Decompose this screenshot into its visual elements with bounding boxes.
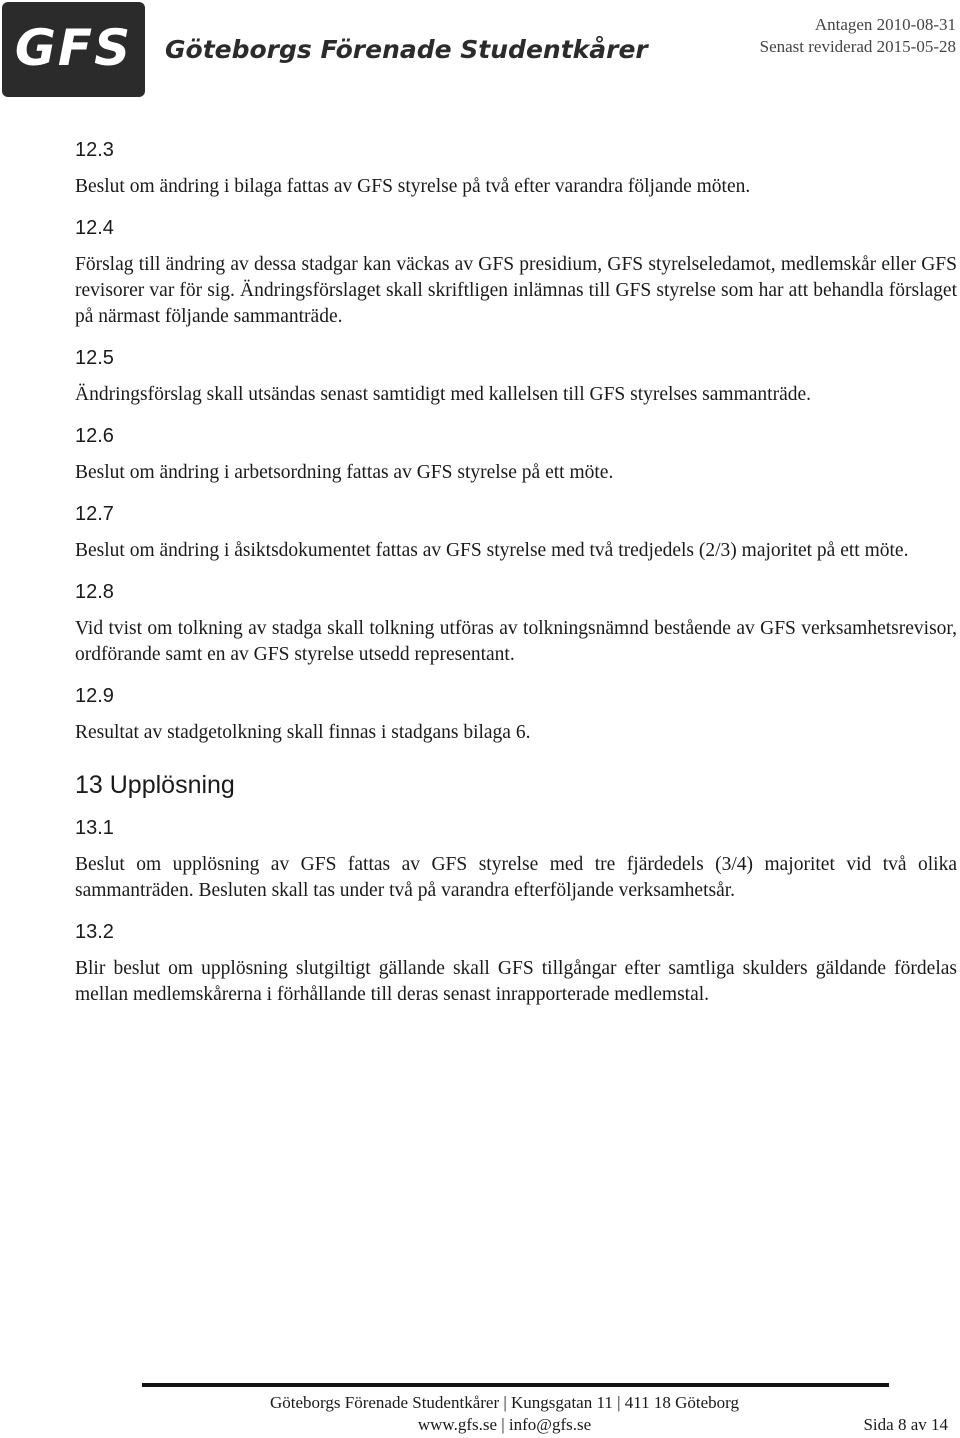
section-number: 12.4	[75, 217, 114, 239]
section-number: 13.1	[75, 817, 114, 839]
chapter-heading: 13 Upplösning	[75, 771, 235, 799]
section-12-5	[75, 344, 957, 408]
page-number: Sida 8 av 14	[863, 1415, 948, 1434]
section-13-2	[75, 918, 957, 1008]
section-text: Beslut om ändring i åsiktsdokumentet fattas av GFS styrelse med två tredjedels (2/3) majoritet på ett möte.	[75, 540, 909, 561]
section-text: Ändringsförslag skall utsändas senast samtidigt med kallelsen till GFS styrelses sammanträde.	[75, 384, 812, 405]
section-12-4	[75, 214, 957, 330]
logo-text: GFS	[14, 19, 133, 77]
revised-date: Senast reviderad 2015-05-28	[759, 37, 956, 56]
section-number: 12.6	[75, 425, 114, 447]
section-text: Förslag till ändring av dessa stadgar kan väckas av GFS presidium, GFS styrelseledamot, medlemskår eller GFS revisorer var för sig. Ändringsförslaget skall skriftligen inlämnas till GFS styrelse som har att behandla förslaget på närmast följande sammanträde.	[75, 254, 957, 327]
section-text: Vid tvist om tolkning av stadga skall tolkning utföras av tolkningsnämnd bestående av GFS verksamhetsrevisor, ordförande samt en av GFS styrelse utsedd representant.	[75, 618, 957, 665]
section-number: 12.5	[75, 347, 114, 369]
footer-divider	[142, 1383, 889, 1387]
document-body	[75, 136, 957, 1022]
section-12-9	[75, 682, 957, 746]
section-text: Beslut om ändring i bilaga fattas av GFS styrelse på två efter varandra följande möten.	[75, 176, 751, 197]
section-12-3	[75, 136, 957, 200]
section-number: 12.9	[75, 685, 114, 707]
section-number: 12.3	[75, 139, 114, 161]
section-text: Blir beslut om upplösning slutgiltigt gällande skall GFS tillgångar efter samtliga skulders gäldande fördelas mellan medlemskårerna i förhållande till deras senast inrapporterade medlemstal.	[75, 958, 957, 1005]
page-header	[0, 0, 960, 100]
footer-contact: www.gfs.se | info@gfs.se	[417, 1415, 592, 1434]
section-text: Beslut om upplösning av GFS fattas av GFS styrelse med tre fjärdedels (3/4) majoritet vid två olika sammanträden. Besluten skall tas under två på varandra efterföljande verksamhetsår.	[75, 854, 957, 901]
section-13-1	[75, 814, 957, 904]
section-12-8	[75, 578, 957, 668]
section-text: Resultat av stadgetolkning skall finnas i stadgans bilaga 6.	[75, 722, 531, 743]
footer-address: Göteborgs Förenade Studentkårer | Kungsgatan 11 | 411 18 Göteborg	[269, 1393, 740, 1412]
section-12-6	[75, 422, 957, 486]
section-number: 12.8	[75, 581, 114, 603]
section-number: 13.2	[75, 921, 114, 943]
organization-name: Göteborgs Förenade Studentkårer	[165, 35, 648, 64]
section-text: Beslut om ändring i arbetsordning fattas av GFS styrelse på ett möte.	[75, 462, 614, 483]
document-dates	[760, 14, 956, 58]
section-number: 12.7	[75, 503, 114, 525]
adopted-date: Antagen 2010-08-31	[814, 15, 956, 34]
section-12-7	[75, 500, 957, 564]
gfs-logo	[2, 2, 145, 97]
